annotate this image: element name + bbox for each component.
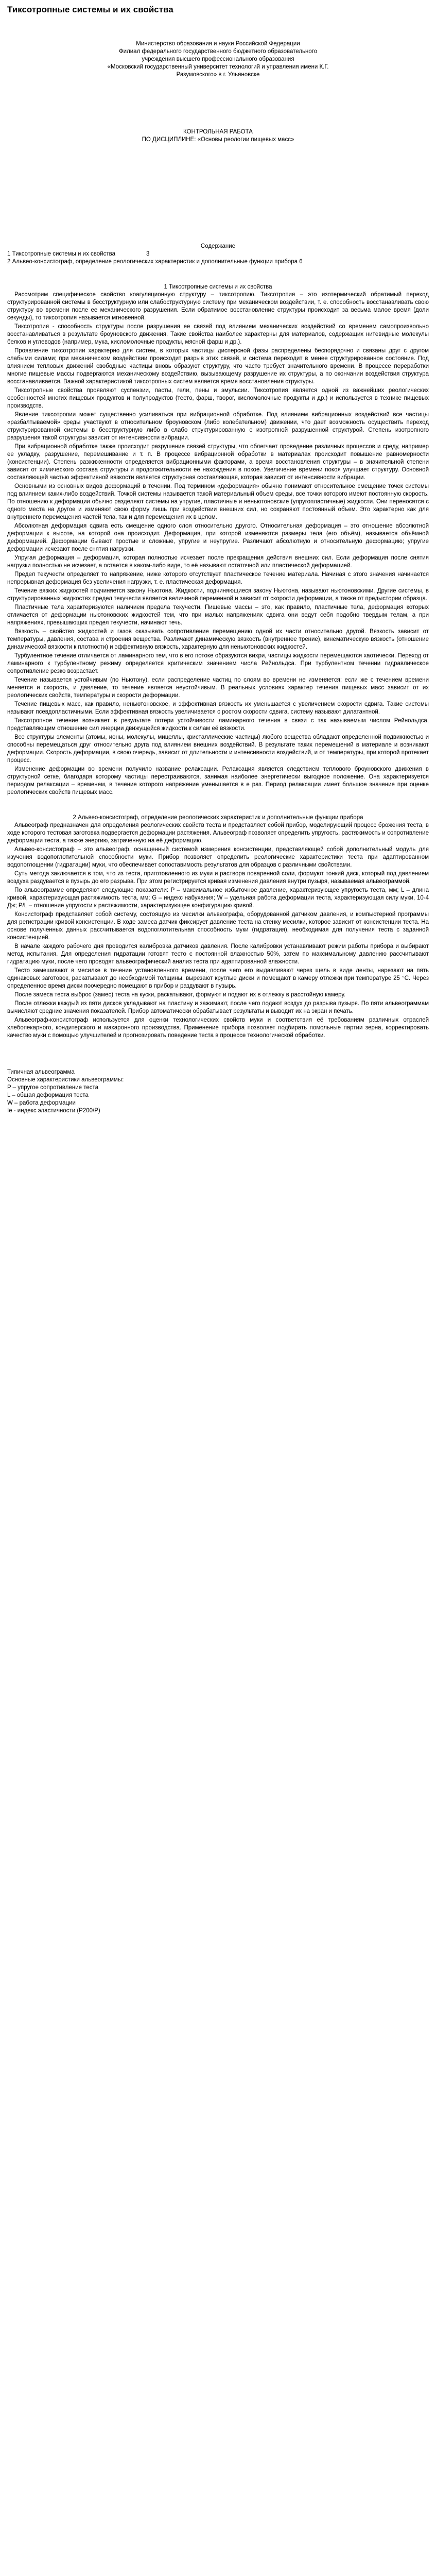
body-paragraph: Течение называется устойчивым (по Ньютону), если распределение частиц по слоям во времени не изменяется; если же с течением времени меняется и скорость, и давление, то течение является неустойчивым. В реальных условиях характер течения пищевых масс зависит от их реологических свойств, температуры и скорости деформации. <box>7 677 429 699</box>
list-item: P – упругое сопротивление теста <box>7 1084 99 1091</box>
body-paragraph: Консистограф представляет собой систему, состоящую из месилки альвеографа, оборудованной датчиком давления, и компьютерной программы для регистрации кривой консистенции. В ходе замеса датчик фиксирует давление теста на стенку месилки, которое зависит от консистенции теста. На основе полученных данных рассчитывается водопоглотительная способность муки (гидратация), необходимая для получения теста с заданной консистенцией. <box>7 911 429 941</box>
title-page <box>7 40 429 144</box>
branch-line: Филиал федерального государственного бюджетного образовательного <box>118 48 318 55</box>
body-paragraph: Рассмотрим специфическое свойство коагуляционную структуру – тиксотропию. Тиксотропия – это изотермический обратимый переход структурированной системы в бесструктурную или слабоструктурную систему при механическом воздействии, т. е. способность восстанавливать свою структуру во времени после ее механического разрушения. Если обратимое восстановление структуры происходит за весьма малое время (доли секунды), то тиксотропия называется мгновенной. <box>7 292 429 321</box>
toc-item-text: 1 Тиксотропные системы и их свойства <box>7 251 115 257</box>
section-heading: 1 Тиксотропные системы и их свойства <box>164 284 272 290</box>
body-paragraph: Течение пищевых масс, как правило, неньютоновское, и эффективная вязкость их уменьшается с увеличением скорости сдвига. Такие системы называют псевдопластичными. Если эффективная вязкость увеличивается с ростом скорости сдвига, систему называют дилатантной. <box>7 701 429 715</box>
body-paragraph: В начале каждого рабочего дня проводится калибровка датчиков давления. После калибровки устанавливают режим работы прибора и выбирают метод испытания. Для определения гидратации готовят тесто с постоянной влажностью 50%, затем по максимальному давлению рассчитывают гидратацию муки, после чего проводят альвеографический анализ теста при адаптированной влажности. <box>7 943 429 965</box>
body-paragraph: Турбулентное течение отличается от ламинарного тем, что в его потоке образуются вихри, частицы жидкости перемещаются хаотически. Переход от ламинарного к турбулентному режиму определяется критическим значением числа Рейнольдса. При турбулентном течении гидравлическое сопротивление резко возрастает. <box>7 653 429 674</box>
table-of-contents <box>7 243 429 266</box>
toc-item <box>7 258 429 266</box>
institution-line: учреждения высшего профессионального образования <box>142 56 294 62</box>
appendix-subtitle: Основные характеристики альвеограммы: <box>7 1077 124 1083</box>
body-paragraph: После отлежки каждый из пяти дисков укладывают на пластину и зажимают, после чего подают воздух до разрыва пузыря. По пяти альвеограммам вычисляют средние значения показателей. Прибор автоматически обрабатывает результаты и выводит их на экран и печать. <box>7 1001 429 1014</box>
body-paragraph: По альвеограмме определяют следующие показатели: P – максимальное избыточное давление, характеризующее упругость теста, мм; L – длина кривой, характеризующая растяжимость теста, мм; G – индекс набухания; W – удельная работа деформации теста, характеризующая силу муки, 10-4 Дж; P/L – отношение упругости к растяжимости, характеризующее конфигурацию кривой. <box>7 887 429 909</box>
body-paragraph: Течение вязких жидкостей подчиняется закону Ньютона. Жидкости, подчиняющиеся закону Ньютона, называют ньютоновскими. Другие системы, в структурированных жидкостях предел текучести является величиной переменной и зависит от скорости деформации, а также от предыстории образца. <box>7 588 429 602</box>
body-paragraph: При вибрационной обработке также происходит разрушение связей структуры, что облегчает проведение различных процессов и среду, например ее укладку, разрушение, перемешивание и т. п. В процессе вибрационной обработки в материалах происходит повышение равномерности (консистенции). Степень разжиженности определяется вибрационными факторами, а время восстановления структуры – в значительной степени зависит от химического состава структуры и продолжительности ее нахождения в покое. Увеличение времени покоя улучшает структуру. Основной составляющей частью эффективной вязкости является структурная составляющая, которая зависит от интенсивности вибрации. <box>7 444 429 481</box>
body-paragraph: Тиксотропное течение возникает в результате потери устойчивости ламинарного течения в связи с так называемым числом Рейнольдса, представляющим отношение сил инерции движущейся жидкости к силам её вязкости. <box>7 718 429 732</box>
body-paragraph: Основными из основных видов деформаций в течении. Под термином «деформация» обычно понимают относительное смещение точек системы под влиянием каких-либо воздействий. Точкой системы называется такой материальный объем среды, все точки которого имеют постоянную скорость. По отношению к деформации обычно разделяют системы на упругие, пластичные и неньютоновские (упругопластичные) жидкости. Они переносятся с одного места на другое и изменяют свою форму лишь при воздействии внешних сил, но сохраняют постоянный объем. Это характерно как для внутреннего перемещения частей тела, так и для перемещения их в целом. <box>7 483 429 520</box>
toc-item-page: 3 <box>146 251 150 257</box>
appendix-title: Типичная альвеограмма <box>7 1069 75 1075</box>
body-paragraph: Абсолютная деформация сдвига есть смещение одного слоя относительно другого. Относительная деформация – это отношение абсолютной деформации к высоте, на которой она происходит. Деформация, при которой изменяются размеры тела (его объём), называется объёмной деформацией. Деформации бывают простые и сложные, упругие и неупругие. Различают абсолютную и относительную деформацию; упругие деформации исчезают после снятия нагрузки. <box>7 523 429 552</box>
ministry-line: Министерство образования и науки Российской Федерации <box>136 41 300 47</box>
document-title: Тиксотропные системы и их свойства <box>7 5 173 14</box>
body-paragraph: Все структуры элементы (атомы, ионы, молекулы, мицеллы, кристаллические частицы) любого вещества обладают определенной подвижностью и способны перемещаться друг относительно друга под влиянием внешних воздействий. В результате таких перемещений в материале и возникают деформации. Скорость деформации, в свою очередь, зависит от длительности и интенсивности воздействий, и от температуры, при которой протекает процесс. <box>7 734 429 764</box>
body-paragraph: Тиксотропные свойства проявляют суспензии, пасты, гели, пены и эмульсии. Тиксотропия является одной из важнейших реологических особенностей многих пищевых продуктов и полупродуктов (тесто, фарш, творог, кисломолочные продукты и др.) и используется в технике пищевых производств. <box>7 387 429 409</box>
toc-item-text: 2 Альвео-консистограф, определение реологических характеристик и дополнительные функции прибора <box>7 259 298 265</box>
body-paragraph: Предел текучести определяет то напряжение, ниже которого отсутствует пластическое течение материала. Начиная с этого значения начинается непрерывная деформация без увеличения нагрузки, т. е. пластическая деформация. <box>7 571 429 585</box>
body-paragraph: Альвеограф-консистограф используется для оценки технологических свойств муки и соответствия её требованиям различных отраслей хлебопекарного, кондитерского и макаронного производства. Применение прибора позволяет подбирать помольные партии зерна, корректировать качество муки с помощью улучшителей и прогнозировать поведение теста в процессе технологической обработки. <box>7 1017 429 1039</box>
body-paragraph: Вязкость – свойство жидкостей и газов оказывать сопротивление перемещению одной их части относительно другой. Вязкость зависит от температуры, давления, состава и строения вещества. Различают динамическую вязкость (внутреннее трение), кинематическую вязкость (отношение динамической вязкости к плотности) и эффективную вязкость, характерную для неньютоновских жидкостей. <box>7 629 429 650</box>
body-paragraph: Суть метода заключается в том, что из теста, приготовленного из муки и раствора поваренной соли, формуют тонкий диск, который под давлением воздуха раздувается в пузырь до его разрыва. При этом регистрируется кривая изменения давления внутри пузыря, называемая альвеограммой. <box>7 871 429 885</box>
body-paragraph: Альвео-консистограф – это альвеограф, оснащенный системой измерения консистенции, представляющей собой дополнительный модуль для изучения водопоглотительной способности муки. Прибор позволяет определить реологические характеристики теста при адаптированном водопоглощении (гидратации) муки, что обеспечивает сопоставимость результатов для образцов с различными свойствами. <box>7 846 429 868</box>
body-paragraph: Упругая деформация – деформация, которая полностью исчезает после прекращения действия внешних сил. Если деформация после снятия нагрузки полностью не исчезает, а остается в каком-либо виде, то её называют остаточной или пластической деформацией. <box>7 555 429 569</box>
university-line: «Московский государственный университет технологий и управления имени К.Г. <box>107 64 329 70</box>
work-type: КОНТРОЛЬНАЯ РАБОТА <box>183 129 253 135</box>
body-paragraph: После замеса теста выброс (замес) теста на куски, раскатывают, формуют и подают их в отлежку в расстойную камеру. <box>14 992 346 998</box>
toc-title: Содержание <box>200 243 236 249</box>
list-item: L – общая деформация теста <box>7 1092 89 1098</box>
body-paragraph: Изменение деформации во времени получило название релаксации. Релаксация является следствием теплового броуновского движения в структурной сетке, благодаря которому частицы перестраиваются, занимая наиболее энергетически выгодное положение. Она характеризуется периодом релаксации – временем, в течение которого напряжение уменьшается в e раз. Период релаксации имеет большое значение при оценке реологических свойств пищевых масс. <box>7 766 429 795</box>
section-2 <box>7 814 429 1040</box>
section-1 <box>7 283 429 796</box>
discipline: ПО ДИСЦИПЛИНЕ: «Основы реологии пищевых масс» <box>142 137 294 143</box>
appendix <box>7 1069 429 1115</box>
section-heading: 2 Альвео-консистограф, определение реологических характеристик и дополнительные функции прибора <box>73 815 363 821</box>
body-paragraph: Тесто замешивают в месилке в течение установленного времени, после чего его выдавливают через щель в виде ленты, нарезают на пять одинаковых заготовок, раскатывают до необходимой толщины, вырезают круглые диски и помещают в камеру отлежки при температуре 25 °С. Через определенное время диски поочередно помещают в прибор и раздувают в пузырь. <box>7 968 429 989</box>
body-paragraph: Проявление тиксотропии характерно для систем, в которых частицы дисперсной фазы распределены беспорядочно и связаны друг с другом слабыми силами; при механическом воздействии происходит разрыв этих связей, и система переходит в менее структурированное состояние. Под влиянием тепловых движений свободные частицы вновь образуют структуру, что часто требует значительного времени. В процессе переработки многие пищевые массы подвергаются механическому воздействию, вызывающему разрушение их структуры, а по окончании воздействия структура восстанавливается. Важной характеристикой тиксотропных систем является время восстановления структуры. <box>7 348 429 385</box>
body-paragraph: Тиксотропия - способность структуры после разрушения ее связей под влиянием механических воздействий со временем самопроизвольно восстанавливаться в результате броуновского движения. Такие свойства наиболее характерны для материалов, содержащих нитевидные молекулы белков и углеводов (например, мука, кисломолочные продукты, мясной фарш и др.). <box>7 324 429 345</box>
body-paragraph: Явление тиксотропии может существенно усиливаться при вибрационной обработке. Под влиянием вибрационных воздействий все частицы «разбалтываемой» среды участвуют в относительном броуновском (либо колебательном) движении, что дает возможность осуществить переход структурированной системы в бесструктурную либо в слабо структурированную с изотропной разрушенной структурой. Степень изотропного разрушения такой структуры зависит от интенсивности вибрации. <box>7 412 429 441</box>
city-line: Разумовского» в г. Ульяновске <box>176 72 260 78</box>
toc-item-page: 6 <box>299 259 303 265</box>
list-item: W – работа деформации <box>7 1100 76 1106</box>
toc-item <box>7 250 429 258</box>
body-paragraph: Альвеограф предназначен для определения реологических свойств теста и представляет собой прибор, моделирующий процесс брожения теста, в ходе которого тестовая заготовка подвергается деформации растяжения. Альвеограф позволяет определить упругость, растяжимость и сопротивление деформации теста, а также энергию, затраченную на её деформацию. <box>7 822 429 844</box>
body-paragraph: Пластичные тела характеризуются наличием предела текучести. Пищевые массы – это, как правило, пластичные тела, деформация которых отличается от деформации ньютоновских жидкостей тем, что при малых напряжениях сдвига они ведут себя подобно твердым телам, а при напряжениях, превышающих предел текучести, начинают течь. <box>7 604 429 626</box>
list-item: Ie - индекс эластичности (P200/P) <box>7 1108 100 1114</box>
